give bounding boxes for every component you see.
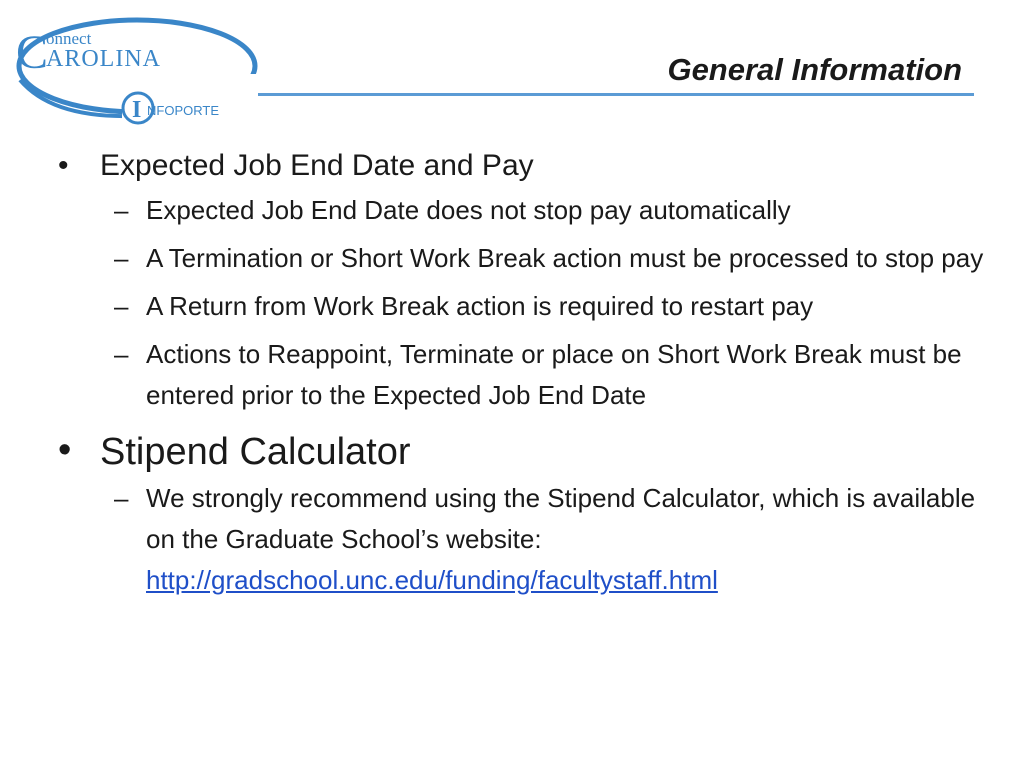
logo-connect-c: C (16, 26, 49, 79)
graduate-school-funding-link[interactable]: http://gradschool.unc.edu/funding/facultystaff.html (146, 565, 718, 595)
dash-marker: – (114, 243, 129, 273)
dash-marker: – (114, 483, 129, 513)
sub-bullet-text: Actions to Reappoint, Terminate or place on Short Work Break must be entered prior to the Expected Job End Date (146, 339, 962, 410)
dash-marker: – (114, 195, 129, 225)
slide-content (58, 146, 988, 608)
logo-infoporte-i: I (132, 97, 142, 123)
bullet-heading: Expected Job End Date and Pay (100, 149, 534, 182)
sub-bullet (58, 190, 988, 231)
bullet-expected-job-end-date (58, 146, 988, 186)
sub-bullet (58, 238, 988, 279)
logo-connect-text: onnect (46, 29, 92, 48)
sub-bullet-text: A Return from Work Break action is required to restart pay (146, 291, 814, 321)
logo-infoporte-text: NFOPORTE (147, 103, 219, 118)
dash-marker: – (114, 291, 129, 321)
sub-bullet-text: A Termination or Short Work Break action must be processed to stop pay (146, 243, 984, 273)
bullet-stipend-calculator (58, 428, 988, 476)
sub-bullet-text: We strongly recommend using the Stipend Calculator, which is available on the Graduate School’s website: (146, 483, 976, 554)
page-title: General Information (667, 52, 962, 87)
sub-bullet (58, 334, 988, 416)
connect-carolina-logo (12, 14, 262, 132)
logo-carolina-text: AROLINA (46, 46, 161, 72)
title-divider (258, 93, 974, 96)
bullet-marker: • (58, 149, 69, 182)
sub-bullet (58, 286, 988, 327)
bullet-marker: • (58, 429, 72, 471)
sub-bullet (58, 478, 988, 601)
sub-bullet-text: Expected Job End Date does not stop pay automatically (146, 195, 791, 225)
dash-marker: – (114, 339, 129, 369)
bullet-heading: Stipend Calculator (100, 431, 411, 473)
